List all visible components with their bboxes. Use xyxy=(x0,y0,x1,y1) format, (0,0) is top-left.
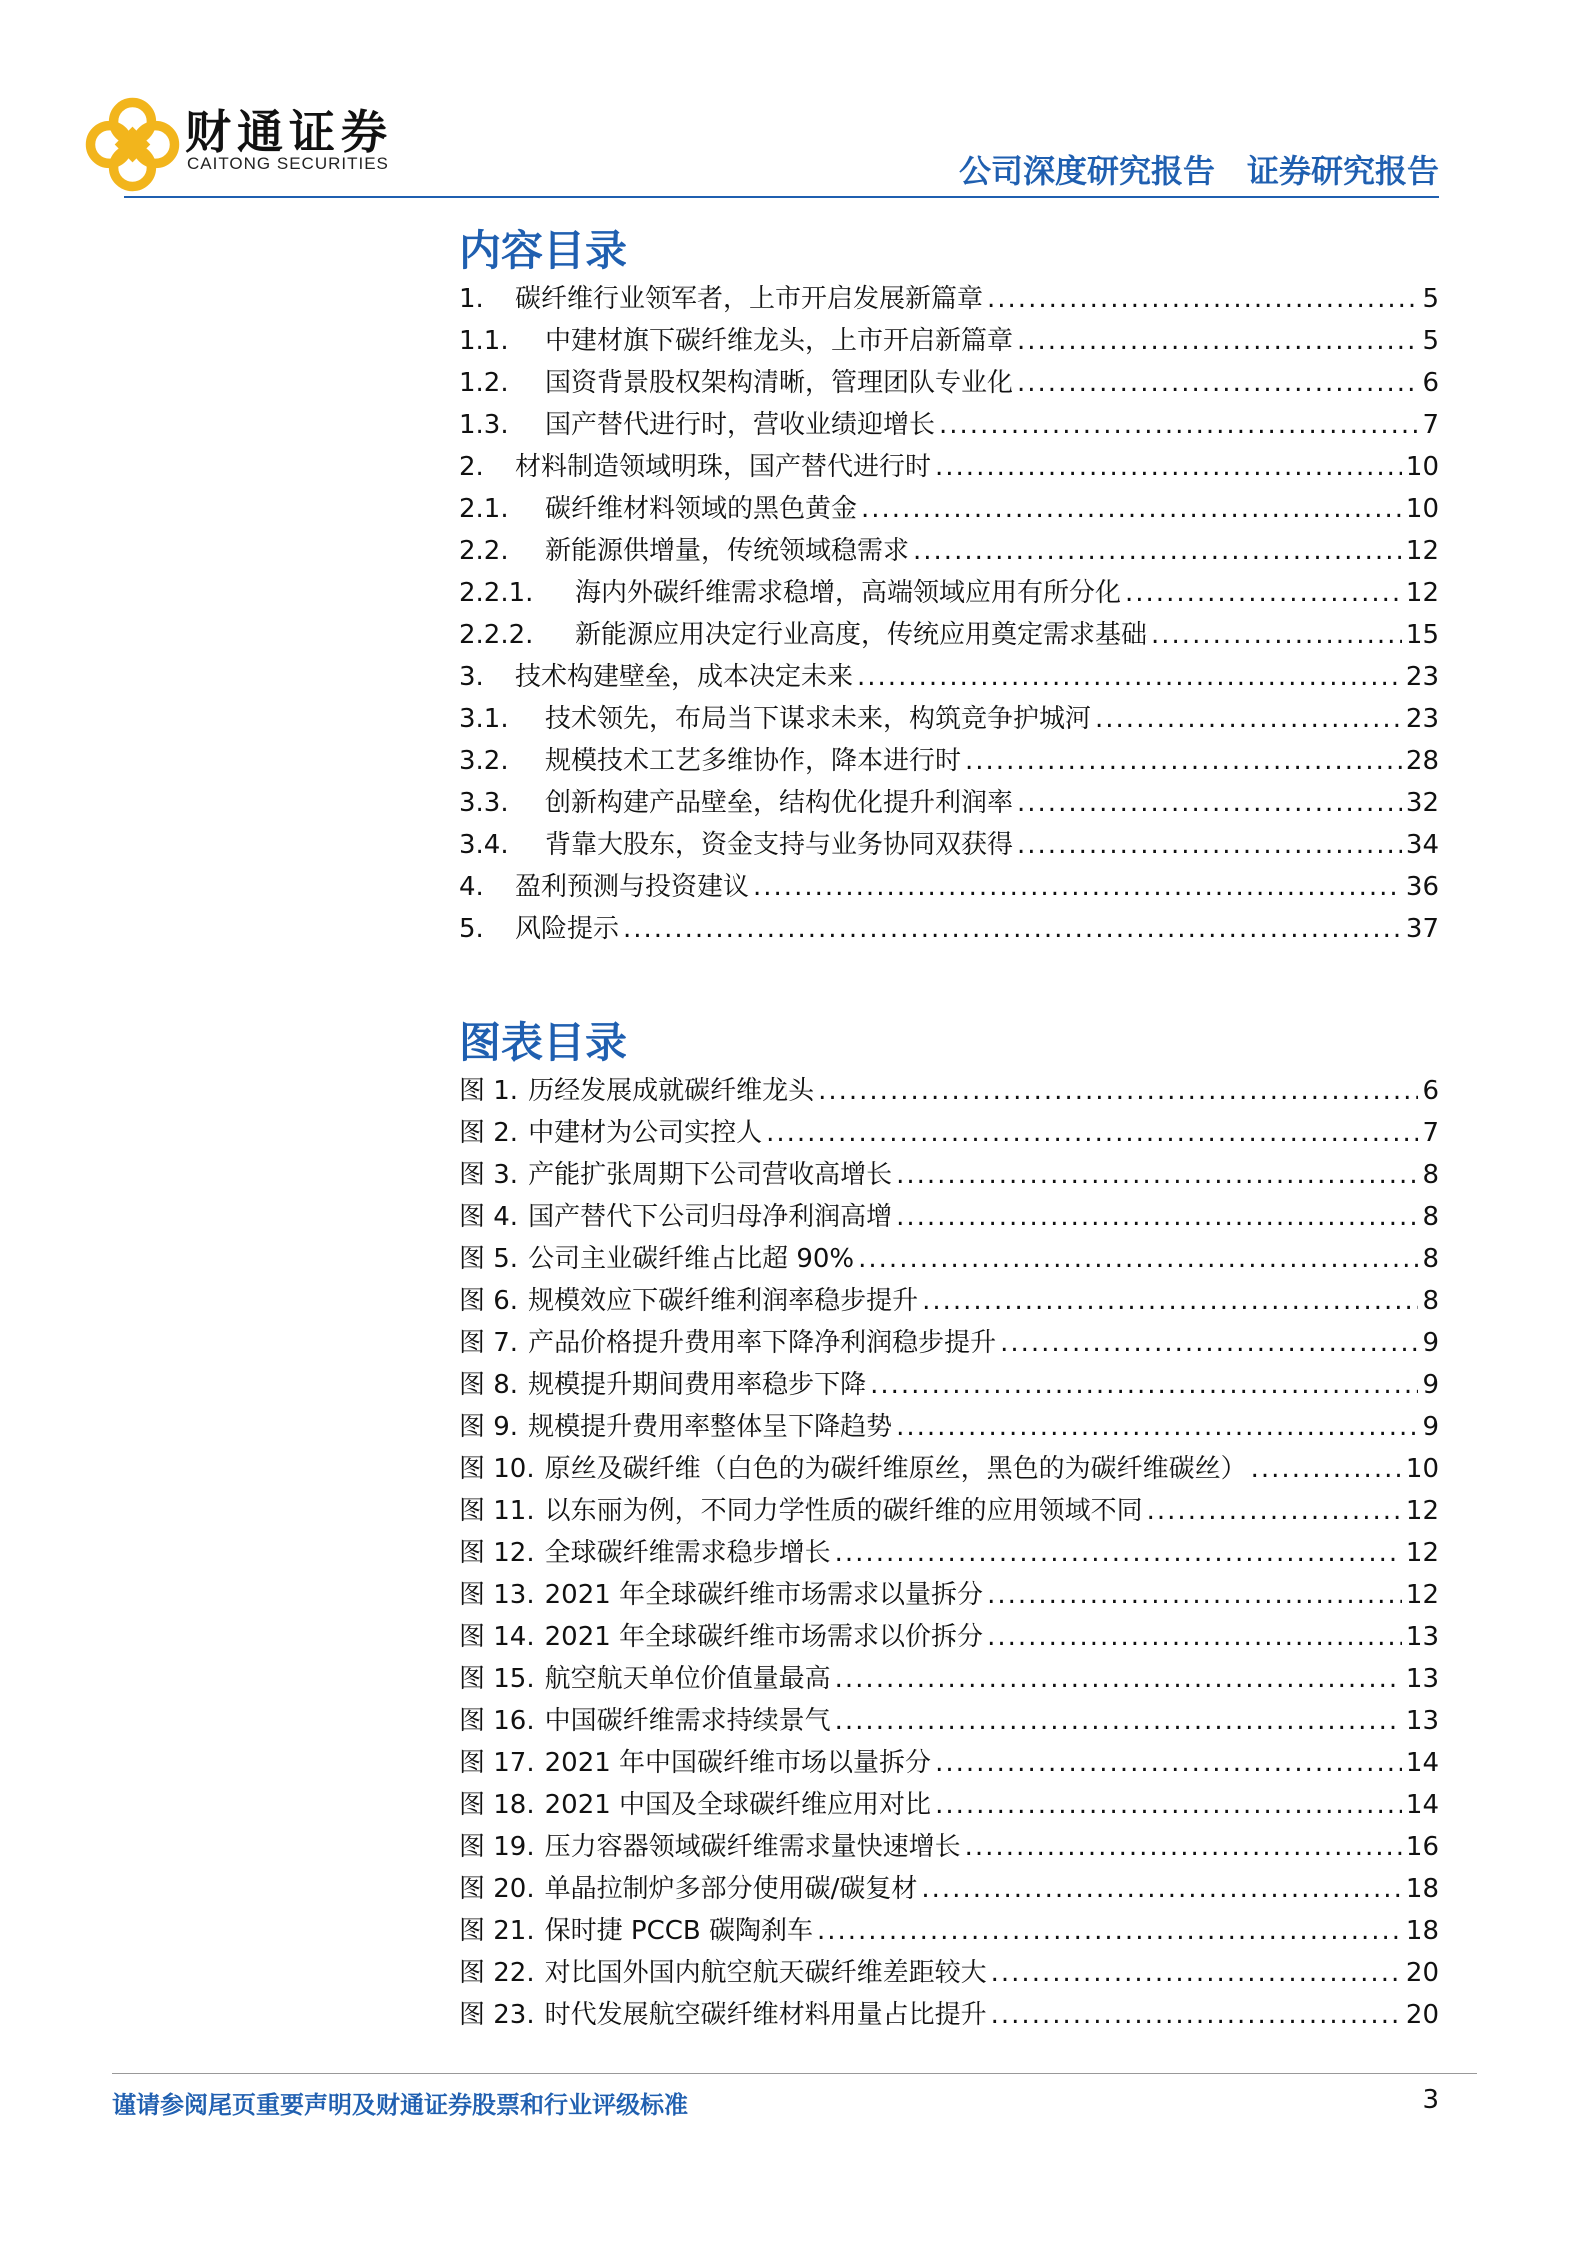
figure-label: 2021 中国及全球碳纤维应用对比 xyxy=(544,1790,932,1820)
figure-leader-dots xyxy=(896,1160,1418,1190)
figure-leader-dots xyxy=(935,1790,1402,1820)
figure-number: 图 16. xyxy=(459,1706,535,1736)
toc-number: 3.4. xyxy=(459,830,509,860)
report-category: 证券研究报告 xyxy=(1246,152,1439,190)
figure-label: 中国碳纤维需求持续景气 xyxy=(544,1706,831,1736)
toc-label: 技术构建壁垒，成本决定未来 xyxy=(515,662,854,692)
toc-label: 国资背景股权架构清晰，管理团队专业化 xyxy=(545,368,1014,398)
figure-leader-dots xyxy=(858,1244,1418,1274)
figure-number: 图 22. xyxy=(459,1958,535,1988)
figure-leader-dots xyxy=(896,1202,1418,1232)
figure-label: 2021 年中国碳纤维市场以量拆分 xyxy=(544,1748,932,1778)
toc-entry[interactable] xyxy=(459,362,1439,404)
figure-label: 以东丽为例，不同力学性质的碳纤维的应用领域不同 xyxy=(544,1496,1143,1526)
figure-number: 图 6. xyxy=(459,1286,519,1316)
figure-entry[interactable] xyxy=(459,1868,1439,1910)
figure-label: 产品价格提升费用率下降净利润稳步提升 xyxy=(528,1328,997,1358)
figure-leader-dots xyxy=(766,1118,1418,1148)
toc-entry[interactable] xyxy=(459,782,1439,824)
figure-leader-dots xyxy=(1251,1454,1402,1484)
toc-entry[interactable] xyxy=(459,656,1439,698)
toc-entry[interactable] xyxy=(459,320,1439,362)
page-number: 3 xyxy=(1422,2085,1439,2115)
toc-entry[interactable] xyxy=(459,530,1439,572)
figure-page: 13 xyxy=(1405,1706,1439,1736)
figure-page: 12 xyxy=(1405,1538,1439,1568)
toc-page: 5 xyxy=(1422,326,1439,356)
figure-number: 图 20. xyxy=(459,1874,535,1904)
toc-entry[interactable] xyxy=(459,488,1439,530)
figure-label: 国产替代下公司归母净利润高增 xyxy=(528,1202,893,1232)
figure-leader-dots xyxy=(835,1706,1402,1736)
toc-number: 3.1. xyxy=(459,704,509,734)
toc-label: 创新构建产品壁垒，结构优化提升利润率 xyxy=(545,788,1014,818)
figure-number: 图 1. xyxy=(459,1076,519,1106)
figure-leader-dots xyxy=(818,1076,1418,1106)
figure-label: 中建材为公司实控人 xyxy=(528,1118,763,1148)
toc-leader-dots xyxy=(935,452,1402,482)
toc-leader-dots xyxy=(965,746,1402,776)
figure-page: 9 xyxy=(1422,1370,1439,1400)
figure-number: 图 21. xyxy=(459,1916,535,1946)
toc-leader-dots xyxy=(1017,326,1418,356)
toc-number: 2.2.2. xyxy=(459,620,534,650)
figure-number: 图 8. xyxy=(459,1370,519,1400)
figure-leader-dots xyxy=(870,1370,1418,1400)
toc-page: 10 xyxy=(1405,452,1439,482)
figure-page: 8 xyxy=(1422,1244,1439,1274)
figure-entry[interactable] xyxy=(459,1616,1439,1658)
figure-leader-dots xyxy=(922,1286,1418,1316)
figure-label: 产能扩张周期下公司营收高增长 xyxy=(528,1160,893,1190)
figures-list xyxy=(459,1070,1439,2036)
figure-page: 13 xyxy=(1405,1664,1439,1694)
toc-entry[interactable] xyxy=(459,866,1439,908)
toc-label: 碳纤维材料领域的黑色黄金 xyxy=(545,494,858,524)
toc-leader-dots xyxy=(753,872,1402,902)
toc-leader-dots xyxy=(1017,830,1402,860)
figure-label: 规模提升费用率整体呈下降趋势 xyxy=(528,1412,893,1442)
toc-number: 4. xyxy=(459,872,484,902)
toc-leader-dots xyxy=(913,536,1402,566)
figure-page: 10 xyxy=(1405,1454,1439,1484)
figure-entry[interactable] xyxy=(459,1448,1439,1490)
figure-leader-dots xyxy=(1147,1496,1402,1526)
report-header xyxy=(959,146,1439,192)
toc-page: 36 xyxy=(1405,872,1439,902)
figure-label: 规模效应下碳纤维利润率稳步提升 xyxy=(528,1286,919,1316)
toc-leader-dots xyxy=(623,914,1402,944)
figure-label: 保时捷 PCCB 碳陶刹车 xyxy=(544,1916,813,1946)
figure-entry[interactable] xyxy=(459,1994,1439,2036)
figure-number: 图 4. xyxy=(459,1202,519,1232)
toc-page: 10 xyxy=(1405,494,1439,524)
toc-label: 盈利预测与投资建议 xyxy=(515,872,750,902)
figure-page: 14 xyxy=(1405,1790,1439,1820)
figure-page: 12 xyxy=(1405,1496,1439,1526)
toc-number: 2.2.1. xyxy=(459,578,534,608)
toc-page: 12 xyxy=(1405,578,1439,608)
figure-number: 图 9. xyxy=(459,1412,519,1442)
toc-number: 2.1. xyxy=(459,494,509,524)
toc-entry[interactable] xyxy=(459,572,1439,614)
figure-leader-dots xyxy=(991,1958,1402,1988)
footer-disclaimer: 谨请参阅尾页重要声明及财通证券股票和行业评级标准 xyxy=(112,2091,688,2119)
figure-entry[interactable] xyxy=(459,1364,1439,1406)
figure-label: 公司主业碳纤维占比超 90% xyxy=(528,1244,855,1274)
figure-leader-dots xyxy=(921,1874,1402,1904)
figure-page: 13 xyxy=(1405,1622,1439,1652)
figure-page: 8 xyxy=(1422,1160,1439,1190)
figure-label: 压力容器领域碳纤维需求量快速增长 xyxy=(544,1832,961,1862)
figure-page: 20 xyxy=(1405,2000,1439,2030)
toc-label: 国产替代进行时，营收业绩迎增长 xyxy=(545,410,936,440)
caitong-logo-icon xyxy=(80,92,185,197)
toc-label: 背靠大股东，资金支持与业务协同双获得 xyxy=(545,830,1014,860)
toc-leader-dots xyxy=(1095,704,1402,734)
figure-label: 2021 年全球碳纤维市场需求以量拆分 xyxy=(544,1580,984,1610)
figure-page: 20 xyxy=(1405,1958,1439,1988)
figure-entry[interactable] xyxy=(459,1532,1439,1574)
toc-number: 1.1. xyxy=(459,326,509,356)
toc-label: 海内外碳纤维需求稳增，高端领域应用有所分化 xyxy=(575,578,1122,608)
figure-entry[interactable] xyxy=(459,1700,1439,1742)
figure-entry[interactable] xyxy=(459,1280,1439,1322)
figure-number: 图 3. xyxy=(459,1160,519,1190)
toc-number: 5. xyxy=(459,914,484,944)
figure-entry[interactable] xyxy=(459,1784,1439,1826)
company-logo xyxy=(80,92,600,202)
toc-leader-dots xyxy=(1125,578,1402,608)
figure-page: 16 xyxy=(1405,1832,1439,1862)
toc-number: 3.2. xyxy=(459,746,509,776)
toc-label: 碳纤维行业领军者，上市开启发展新篇章 xyxy=(515,284,984,314)
toc-page: 37 xyxy=(1405,914,1439,944)
figure-entry[interactable] xyxy=(459,1112,1439,1154)
toc-entry[interactable] xyxy=(459,698,1439,740)
toc-leader-dots xyxy=(1017,368,1418,398)
toc-number: 2. xyxy=(459,452,484,482)
toc-label: 中建材旗下碳纤维龙头，上市开启新篇章 xyxy=(545,326,1014,356)
report-type: 公司深度研究报告 xyxy=(958,152,1215,190)
figures-title: 图表目录 xyxy=(459,1018,628,1067)
toc-label: 风险提示 xyxy=(515,914,620,944)
toc-entry[interactable] xyxy=(459,740,1439,782)
brand-name-en: CAITONG SECURITIES xyxy=(187,154,389,173)
figure-number: 图 2. xyxy=(459,1118,519,1148)
figure-leader-dots xyxy=(896,1412,1418,1442)
figure-number: 图 14. xyxy=(459,1622,535,1652)
toc-label: 新能源供增量，传统领域稳需求 xyxy=(545,536,910,566)
footer-divider xyxy=(112,2073,1477,2074)
toc-page: 23 xyxy=(1405,704,1439,734)
figure-entry[interactable] xyxy=(459,1574,1439,1616)
figure-label: 全球碳纤维需求稳步增长 xyxy=(544,1538,831,1568)
figure-leader-dots xyxy=(991,2000,1402,2030)
figure-number: 图 23. xyxy=(459,2000,535,2030)
figure-leader-dots xyxy=(817,1916,1402,1946)
toc-number: 2.2. xyxy=(459,536,509,566)
toc-entry[interactable] xyxy=(459,404,1439,446)
toc-number: 3.3. xyxy=(459,788,509,818)
figure-page: 9 xyxy=(1422,1328,1439,1358)
figure-entry[interactable] xyxy=(459,1952,1439,1994)
figure-page: 8 xyxy=(1422,1202,1439,1232)
figure-number: 图 18. xyxy=(459,1790,535,1820)
toc-label: 材料制造领域明珠，国产替代进行时 xyxy=(515,452,932,482)
figure-entry[interactable] xyxy=(459,1154,1439,1196)
toc-page: 32 xyxy=(1405,788,1439,818)
figure-entry[interactable] xyxy=(459,1070,1439,1112)
toc-leader-dots xyxy=(1151,620,1402,650)
toc-page: 7 xyxy=(1422,410,1439,440)
toc-entry[interactable] xyxy=(459,278,1439,320)
brand-name-cn: 财通证券 xyxy=(185,105,393,159)
figure-page: 6 xyxy=(1422,1076,1439,1106)
figure-entry[interactable] xyxy=(459,1322,1439,1364)
figure-page: 7 xyxy=(1422,1118,1439,1148)
figure-leader-dots xyxy=(935,1748,1402,1778)
figure-label: 单晶拉制炉多部分使用碳/碳复材 xyxy=(544,1874,918,1904)
toc-entry[interactable] xyxy=(459,614,1439,656)
toc-label: 技术领先，布局当下谋求未来，构筑竞争护城河 xyxy=(545,704,1092,734)
figure-leader-dots xyxy=(1000,1328,1418,1358)
figure-entry[interactable] xyxy=(459,1238,1439,1280)
toc-number: 3. xyxy=(459,662,484,692)
figure-label: 历经发展成就碳纤维龙头 xyxy=(528,1076,815,1106)
toc-entry[interactable] xyxy=(459,824,1439,866)
figure-page: 18 xyxy=(1405,1874,1439,1904)
toc-number: 1. xyxy=(459,284,484,314)
figure-entry[interactable] xyxy=(459,1406,1439,1448)
figure-label: 2021 年全球碳纤维市场需求以价拆分 xyxy=(544,1622,984,1652)
toc-number: 1.3. xyxy=(459,410,509,440)
figure-number: 图 12. xyxy=(459,1538,535,1568)
figure-leader-dots xyxy=(987,1580,1402,1610)
toc-label: 规模技术工艺多维协作，降本进行时 xyxy=(545,746,962,776)
figure-page: 18 xyxy=(1405,1916,1439,1946)
figure-label: 对比国外国内航空航天碳纤维差距较大 xyxy=(544,1958,987,1988)
toc-leader-dots xyxy=(1017,788,1402,818)
toc-leader-dots xyxy=(939,410,1418,440)
figure-number: 图 11. xyxy=(459,1496,535,1526)
figure-entry[interactable] xyxy=(459,1196,1439,1238)
toc-leader-dots xyxy=(987,284,1418,314)
figure-entry[interactable] xyxy=(459,1742,1439,1784)
figure-page: 14 xyxy=(1405,1748,1439,1778)
figure-page: 8 xyxy=(1422,1286,1439,1316)
figure-page: 12 xyxy=(1405,1580,1439,1610)
figure-leader-dots xyxy=(965,1832,1402,1862)
figure-number: 图 19. xyxy=(459,1832,535,1862)
figure-number: 图 7. xyxy=(459,1328,519,1358)
figure-number: 图 5. xyxy=(459,1244,519,1274)
toc-title: 内容目录 xyxy=(459,226,628,275)
figure-number: 图 17. xyxy=(459,1748,535,1778)
figure-entry[interactable] xyxy=(459,1910,1439,1952)
toc-page: 6 xyxy=(1422,368,1439,398)
figure-page: 9 xyxy=(1422,1412,1439,1442)
figure-number: 图 10. xyxy=(459,1454,535,1484)
toc-leader-dots xyxy=(857,662,1402,692)
toc-entry[interactable] xyxy=(459,908,1439,950)
figure-label: 规模提升期间费用率稳步下降 xyxy=(528,1370,867,1400)
header-divider xyxy=(124,196,1439,198)
figure-entry[interactable] xyxy=(459,1490,1439,1532)
toc-leader-dots xyxy=(861,494,1402,524)
toc-page: 28 xyxy=(1405,746,1439,776)
toc-page: 23 xyxy=(1405,662,1439,692)
figure-leader-dots xyxy=(987,1622,1402,1652)
toc-page: 34 xyxy=(1405,830,1439,860)
toc-page: 15 xyxy=(1405,620,1439,650)
figure-number: 图 15. xyxy=(459,1664,535,1694)
figure-entry[interactable] xyxy=(459,1826,1439,1868)
toc-list xyxy=(459,278,1439,950)
figure-entry[interactable] xyxy=(459,1658,1439,1700)
figure-leader-dots xyxy=(835,1664,1402,1694)
toc-label: 新能源应用决定行业高度，传统应用奠定需求基础 xyxy=(575,620,1148,650)
toc-entry[interactable] xyxy=(459,446,1439,488)
toc-number: 1.2. xyxy=(459,368,509,398)
toc-page: 12 xyxy=(1405,536,1439,566)
toc-page: 5 xyxy=(1422,284,1439,314)
figure-label: 航空航天单位价值量最高 xyxy=(544,1664,831,1694)
figure-leader-dots xyxy=(835,1538,1402,1568)
figure-label: 时代发展航空碳纤维材料用量占比提升 xyxy=(544,2000,987,2030)
figure-number: 图 13. xyxy=(459,1580,535,1610)
figure-label: 原丝及碳纤维（白色的为碳纤维原丝，黑色的为碳纤维碳丝） xyxy=(544,1454,1247,1484)
